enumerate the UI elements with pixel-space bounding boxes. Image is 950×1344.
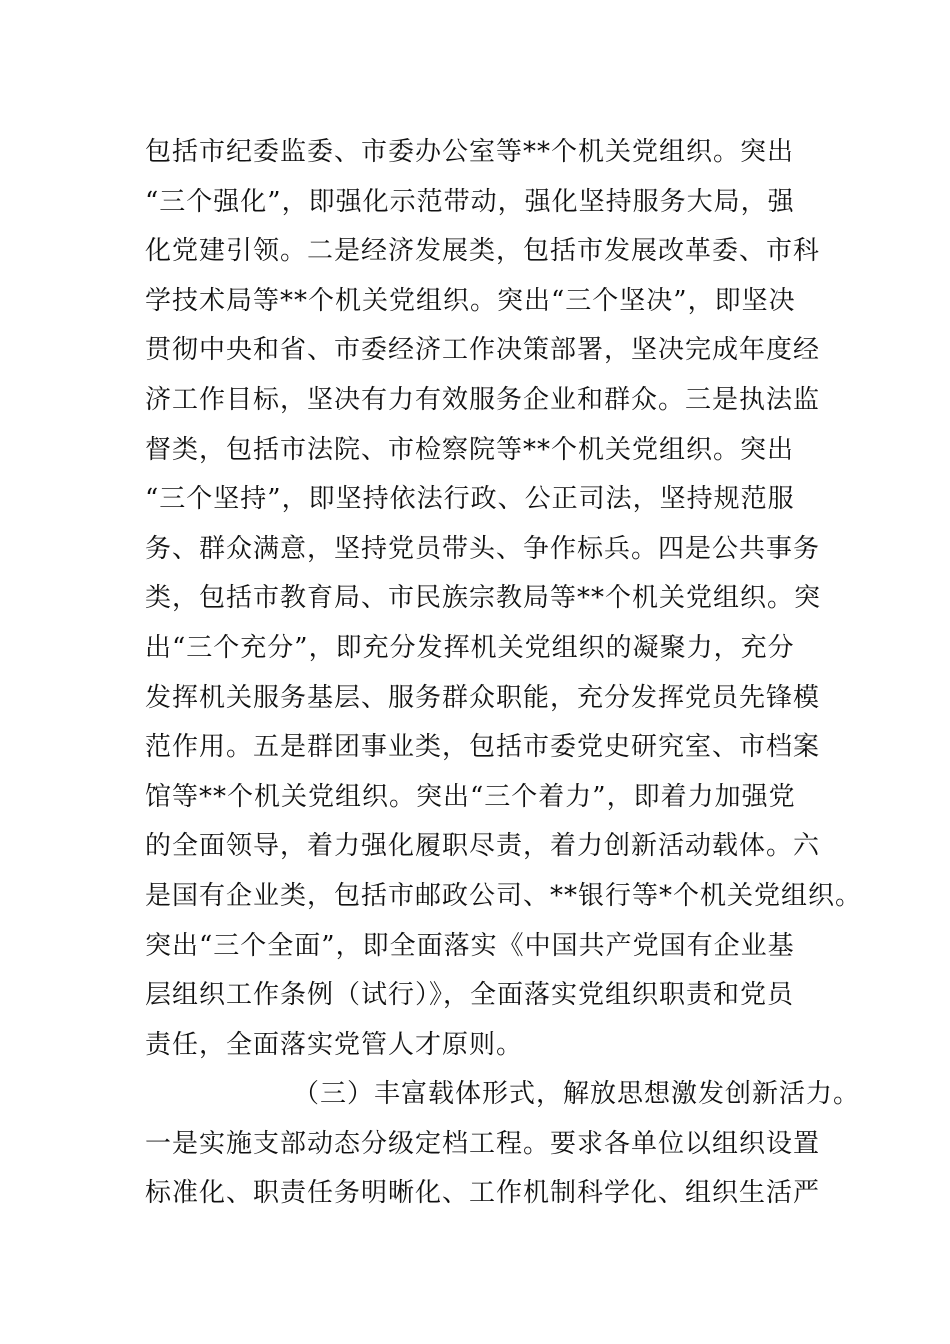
text-line: 是国有企业类，包括市邮政公司、**银行等*个机关党组织。 (145, 880, 863, 911)
text-line: 责任，全面落实党管人才原则。 (145, 1029, 524, 1060)
text-line: “三个强化”，即强化示范带动，强化坚持服务大局，强 (145, 186, 795, 217)
text-line: 化党建引领。二是经济发展类，包括市发展改革委、市科 (145, 236, 821, 267)
text-line: 馆等**个机关党组织。突出“三个着力”，即着力加强党 (145, 781, 796, 812)
body-text (145, 128, 863, 1219)
section-heading: （三）丰富载体形式，解放思想激发创新活力。 (293, 1079, 861, 1110)
text-line: 一是实施支部动态分级定档工程。要求各单位以组织设置 (145, 1128, 821, 1159)
text-line: 层组织工作条例（试行）》，全面落实党组织职责和党员 (145, 980, 795, 1011)
text-line: “三个坚持”，即坚持依法行政、公正司法，坚持规范服 (145, 484, 795, 515)
text-line: 发挥机关服务基层、服务群众职能，充分发挥党员先锋模 (145, 682, 821, 713)
text-line: 标准化、职责任务明晰化、工作机制科学化、组织生活严 (145, 1178, 821, 1209)
text-line: 务、群众满意，坚持党员带头、争作标兵。四是公共事务 (145, 533, 821, 564)
text-line: 的全面领导，着力强化履职尽责，着力创新活动载体。六 (145, 831, 821, 862)
text-line: 督类，包括市法院、市检察院等**个机关党组织。突出 (145, 434, 795, 465)
text-line: 出“三个充分”，即充分发挥机关党组织的凝聚力，充分 (145, 632, 795, 663)
text-line: 类，包括市教育局、市民族宗教局等**个机关党组织。突 (145, 583, 822, 614)
text-line: 贯彻中央和省、市委经济工作决策部署，坚决完成年度经 (145, 335, 821, 366)
text-line: 突出“三个全面”，即全面落实《中国共产党国有企业基 (145, 930, 795, 961)
text-line: 包括市纪委监委、市委办公室等**个机关党组织。突出 (145, 137, 795, 167)
text-line: 学技术局等**个机关党组织。突出“三个坚决”，即坚决 (145, 285, 796, 316)
text-line: 济工作目标，坚决有力有效服务企业和群众。三是执法监 (145, 384, 821, 415)
text-line: 范作用。五是群团事业类，包括市委党史研究室、市档案 (145, 732, 821, 763)
